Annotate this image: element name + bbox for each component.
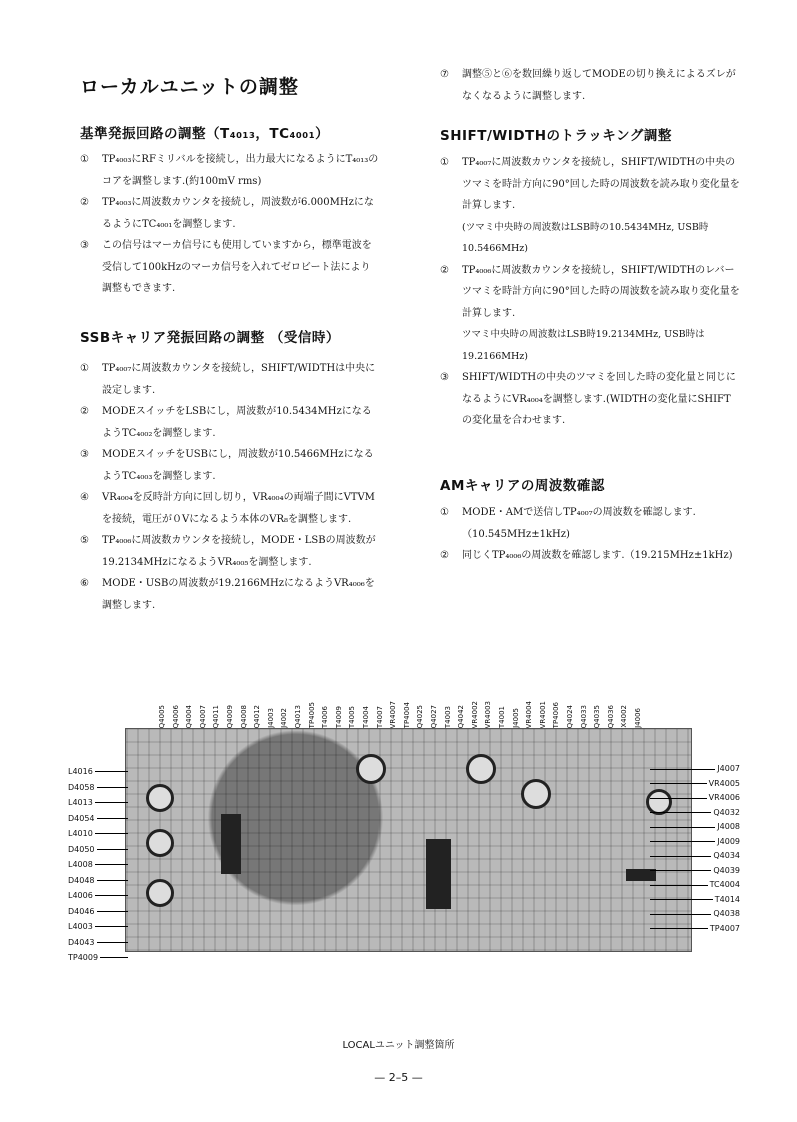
- component-label: Q4033: [579, 704, 588, 728]
- reference-osc-steps: [80, 149, 380, 300]
- list-item: ② TP₄₀₀₃に周波数カウンタを接続し，周波数が6.000MHzになるようにTC₄₀₀₁を調整します.: [80, 197, 374, 230]
- diagram-bottom-labels: [158, 955, 668, 1015]
- component-label: Q4013: [294, 704, 302, 728]
- component-label: Q4034: [650, 849, 740, 864]
- component-label: T4001: [498, 705, 506, 728]
- list-item: ② 同じくTP₄₀₀₆の周波数を確認します.（19.215MHz±1kHz): [440, 550, 733, 561]
- component-label: TP4005: [307, 701, 316, 728]
- component-label: TP4007: [650, 922, 740, 937]
- component-label: Q4007: [198, 704, 207, 728]
- component-label: Q4035: [593, 704, 602, 728]
- page-number: — 2–5 —: [374, 1071, 423, 1084]
- component-label: VR4006: [650, 791, 740, 806]
- component-label: L4016: [68, 764, 128, 780]
- component-label: T4014: [650, 893, 740, 908]
- component-label: TP4009: [68, 950, 128, 966]
- component-label: D4046: [68, 904, 128, 920]
- component-label: Q4012: [253, 704, 262, 728]
- coil: [356, 754, 386, 784]
- am-carrier-steps: [440, 502, 740, 567]
- coil: [521, 779, 551, 809]
- component-label: Q4036: [606, 704, 615, 728]
- component-label: T4009: [334, 705, 343, 728]
- component-label: J4003: [266, 708, 275, 728]
- list-item: ③ SHIFT/WIDTHの中央のツマミを回した時の変化量と同じになるようにVR₄₀₀₄を調整します.(WIDTHの変化量にSHIFTの変化量を合わせます.: [440, 372, 736, 426]
- component-label: J4009: [650, 835, 740, 850]
- component-label: TP4006: [552, 701, 561, 728]
- component-label: D4058: [68, 780, 128, 796]
- component-label: TP4004: [402, 701, 411, 728]
- ic-chip: [426, 839, 451, 909]
- page-title: ローカルユニットの調整: [80, 76, 299, 98]
- component-label: Q4042: [457, 704, 466, 728]
- list-item: ① TP₄₀₀₇に周波数カウンタを接続し，SHIFT/WIDTHの中央のツマミを時計方向に90°回した時の周波数を読み取り変化量を計算します. (ツマミ中央時の周波数はLSB時の10.5434MHz, USB時10.5466MHz): [440, 152, 740, 260]
- diagram-caption: LOCALユニット調整箇所: [342, 1040, 455, 1051]
- component-label: L4008: [68, 857, 128, 873]
- coil: [146, 829, 174, 857]
- coil: [466, 754, 496, 784]
- component-label: Q4004: [185, 704, 194, 728]
- coil: [146, 784, 174, 812]
- component-label: VR4003: [484, 700, 493, 728]
- component-label: VR4005: [650, 777, 740, 792]
- component-label: Q4008: [239, 704, 248, 728]
- section-heading-am-carrier: AMキャリアの周波数確認: [440, 478, 605, 494]
- component-label: Q4038: [650, 907, 740, 922]
- diagram-top-labels: [158, 684, 648, 728]
- component-label: L4010: [68, 826, 128, 842]
- section-heading-ssb-carrier: SSBキャリア発振回路の調整 （受信時）: [80, 330, 340, 346]
- list-item: ① MODE・AMで送信しTP₄₀₀₇の周波数を確認します.（10.545MHz±1kHz): [440, 507, 696, 540]
- component-label: D4048: [68, 873, 128, 889]
- component-label: Q4011: [212, 704, 221, 728]
- component-label: VR4002: [470, 700, 479, 728]
- section-heading-reference-osc: 基準発振回路の調整（T₄₀₁₃，TC₄₀₀₁）: [80, 126, 330, 142]
- component-label: VR4001: [538, 700, 547, 728]
- component-label: Q4032: [650, 806, 740, 821]
- component-label: J4005: [511, 708, 520, 728]
- note: ツマミ中央時の周波数はLSB時19.2134MHz, USB時は19.2166MHz): [462, 329, 705, 362]
- diagram-left-labels: [68, 764, 128, 966]
- list-item: ③ この信号はマーカ信号にも使用していますから，標準電波を受信して100kHzのマーカ信号を入れてゼロビート法により調整もできます.: [80, 240, 372, 294]
- list-item: ① TP₄₀₀₃にRFミリバルを接続し，出力最大になるようにT₄₀₁₃のコアを調整します.(約100mV rms): [80, 154, 379, 187]
- component-label: J4008: [650, 820, 740, 835]
- component-label: Q4039: [650, 864, 740, 879]
- list-item: ② TP₄₀₀₆に周波数カウンタを接続し，SHIFT/WIDTHのレバーツマミを時計方向に90°回した時の周波数を読み取り変化量を計算します. ツマミ中央時の周波数はLSB時19.2134MHz, USB時は19.2166MHz): [440, 260, 740, 368]
- component-label: T4004: [362, 705, 370, 728]
- component-label: T4007: [375, 705, 384, 728]
- component-label: Q4025: [416, 704, 425, 728]
- component-label: T4006: [321, 705, 330, 728]
- component-label: VR4007: [389, 700, 398, 728]
- component-label: T4003: [443, 705, 452, 728]
- ssb-carrier-steps: [80, 358, 380, 616]
- component-label: D4050: [68, 842, 128, 858]
- ic-chip: [221, 814, 241, 874]
- diagram-right-labels: [650, 762, 740, 936]
- list-item: ③ MODEスイッチをUSBにし，周波数が10.5466MHzになるようTC₄₀₀₃を調整します.: [80, 449, 374, 482]
- list-item: ⑦ 調整⑤と⑥を数回繰り返してMODEの切り換えによるズレがなくなるように調整します.: [440, 69, 736, 102]
- component-label: D4054: [68, 811, 128, 827]
- component-label: TC4004: [650, 878, 740, 893]
- coil: [146, 879, 174, 907]
- component-label: X4002: [620, 705, 629, 728]
- continued-step: [440, 64, 740, 107]
- component-label: D4043: [68, 935, 128, 951]
- component-label: Q4005: [158, 704, 166, 728]
- component-label: J4006: [634, 708, 642, 728]
- component-label: Q4006: [171, 704, 180, 728]
- component-label: Q4027: [430, 704, 438, 728]
- component-label: L4006: [68, 888, 128, 904]
- list-item: ⑥ MODE・USBの周波数が19.2166MHzになるようVR₄₀₀₆を調整します.: [80, 578, 375, 611]
- list-item: ② MODEスイッチをLSBにし，周波数が10.5434MHzになるようTC₄₀₀₂を調整します.: [80, 406, 372, 439]
- component-label: L4013: [68, 795, 128, 811]
- note: (ツマミ中央時の周波数はLSB時の10.5434MHz, USB時10.5466MHz): [462, 221, 709, 254]
- component-label: T4005: [348, 705, 357, 728]
- component-label: Q4024: [566, 704, 574, 728]
- shift-width-steps: [440, 152, 740, 432]
- component-label: L4003: [68, 919, 128, 935]
- component-label: VR4004: [525, 700, 534, 728]
- section-heading-shift-width: SHIFT/WIDTHのトラッキング調整: [440, 128, 672, 144]
- component-label: J4002: [280, 708, 289, 728]
- list-item: ① TP₄₀₀₇に周波数カウンタを接続し，SHIFT/WIDTHは中央に設定します.: [80, 363, 376, 396]
- list-item: ⑤ TP₄₀₀₆に周波数カウンタを接続し，MODE・LSBの周波数が19.2134MHzになるようVR₄₀₀₅を調整します.: [80, 535, 376, 568]
- component-label: J4007: [650, 762, 740, 777]
- circuit-board-photo: [125, 728, 692, 952]
- list-item: ④ VR₄₀₀₄を反時計方向に回し切り，VR₄₀₀₄の両端子間にVTVMを接続，電圧が０Vになるよう本体のVR₈を調整します.: [80, 492, 375, 525]
- component-label: Q4009: [226, 704, 234, 728]
